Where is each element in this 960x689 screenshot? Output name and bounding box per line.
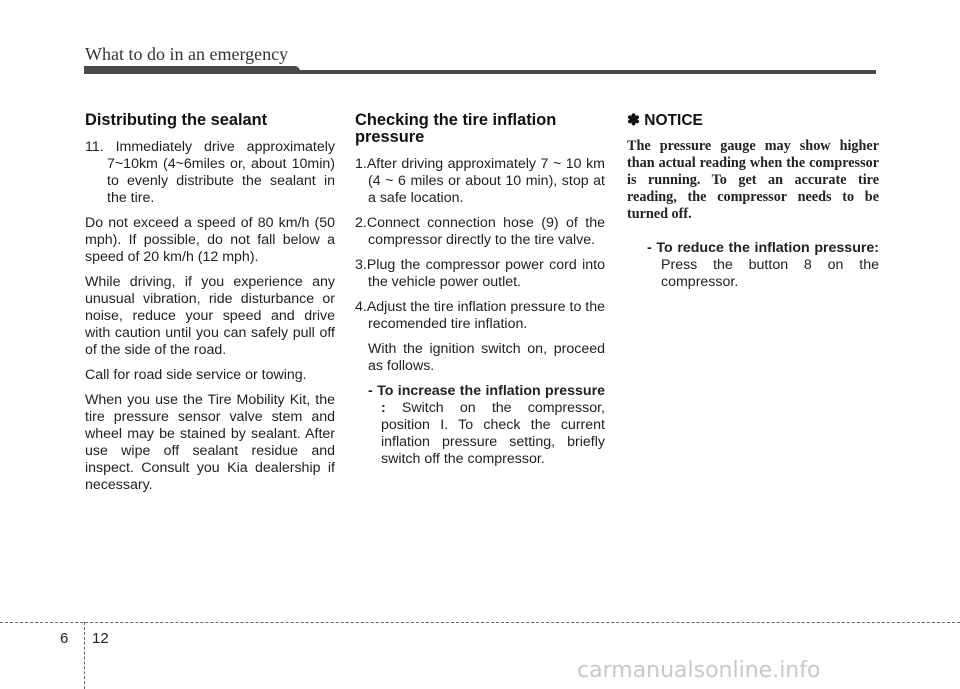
paragraph-road-service: Call for road side service or towing. [85,367,307,383]
section-heading-distributing-sealant: Distributing the sealant [85,111,268,129]
increase-pressure-text: Switch on the compressor, position I. To check the current inflation pressure setting, briefly switch off the compressor. [381,400,605,467]
header-bar [84,70,876,74]
step-1: 1.After driving approximately 7 ~ 10 km (4 ~ 6 miles or about 10 min), stop at a safe location. [355,156,605,206]
notice-heading: ✽ NOTICE [627,112,703,129]
increase-pressure-label: - To increase the inflation pressure : [368,383,605,416]
step-3: 3.Plug the compressor power cord into the vehicle power outlet. [355,257,605,290]
watermark: carmanualsonline.info [577,658,821,683]
step-4: 4.Adjust the tire inflation pressure to the recomended tire inflation. [355,299,605,332]
section-heading-checking-pressure: Checking the tire inflation pressure [355,111,557,146]
paragraph-speed-limit: Do not exceed a speed of 80 km/h (50 mph). If possible, do not fall below a speed of 20 km/h (12 mph). [85,215,335,265]
reduce-pressure-instruction [627,240,879,291]
footer-divider [0,622,960,623]
paragraph-stain-warning: When you use the Tire Mobility Kit, the tire pressure sensor valve stem and wheel may be stained by sealant. After use wipe off sealant residue and inspect. Consult you Kia dealership if necessary. [85,392,335,493]
reduce-pressure-label: - To reduce the inflation pressure: [647,240,879,256]
footer-vertical-divider [84,622,85,689]
page-number: 12 [92,630,109,647]
page-header-title: What to do in an emergency [85,44,289,64]
column-notice [627,112,879,299]
step-2: 2.Connect connection hose (9) of the compressor directly to the tire valve. [355,215,605,248]
step-4-note: With the ignition switch on, proceed as follows. [368,341,605,374]
paragraph-vibration: While driving, if you experience any unusual vibration, ride disturbance or noise, reduce your speed and drive with caution until you can safely pull off of the side of the road. [85,274,335,358]
notice-text: The pressure gauge may show higher than actual reading when the compressor is running. To get an accurate tire reading, the compressor needs to be turned off. [627,138,879,222]
step-11: 11. Immediately drive approximately 7~10km (4~6miles or, about 10min) to evenly distribute the sealant in the tire. [85,139,335,206]
increase-pressure-instruction [355,383,605,468]
reduce-pressure-text: Press the button 8 on the compressor. [661,257,879,290]
column-checking-pressure [355,112,605,476]
chapter-number: 6 [60,630,69,647]
column-distributing-sealant [85,112,335,502]
